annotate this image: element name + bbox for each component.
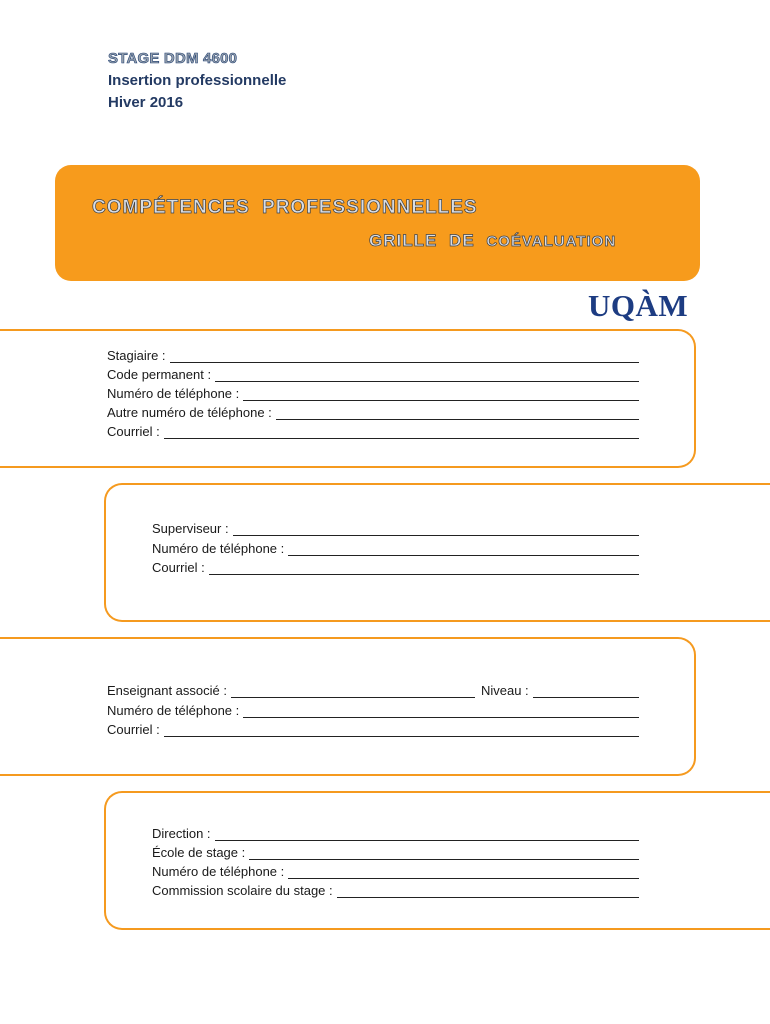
- stagiaire-phone-label: Numéro de téléphone :: [107, 386, 240, 401]
- enseignant-email-line[interactable]: [164, 724, 639, 737]
- course-term: Hiver 2016: [108, 94, 184, 111]
- code-permanent-field[interactable]: [107, 365, 639, 382]
- ecole-field[interactable]: [152, 843, 639, 860]
- code-permanent-line[interactable]: [215, 369, 639, 382]
- enseignant-phone-label: Numéro de téléphone :: [107, 703, 240, 718]
- ecole-phone-label: Numéro de téléphone :: [152, 864, 285, 879]
- banner-subtitle: [369, 231, 616, 251]
- superviseur-phone-line[interactable]: [288, 543, 639, 556]
- stagiaire-email-field[interactable]: [107, 422, 639, 439]
- direction-label: Direction :: [152, 826, 211, 841]
- superviseur-email-label: Courriel :: [152, 560, 205, 575]
- superviseur-label: Superviseur :: [152, 521, 229, 536]
- banner-subtitle-prefix: GRILLE DE: [369, 231, 487, 250]
- stagiaire-phone2-label: Autre numéro de téléphone :: [107, 405, 272, 420]
- commission-line[interactable]: [337, 885, 639, 898]
- ecole-label: École de stage :: [152, 845, 246, 860]
- enseignant-phone-line[interactable]: [243, 705, 639, 718]
- stagiaire-phone-line[interactable]: [243, 388, 639, 401]
- stagiaire-phone2-field[interactable]: [107, 403, 639, 420]
- course-subject: Insertion professionnelle: [108, 72, 287, 89]
- ecole-phone-line[interactable]: [288, 866, 639, 879]
- commission-label: Commission scolaire du stage :: [152, 883, 333, 898]
- ecole-section: [104, 791, 770, 930]
- niveau-line[interactable]: [533, 685, 639, 698]
- document-header: [108, 48, 286, 114]
- stagiaire-line[interactable]: [170, 350, 639, 363]
- uqam-logo: UQÀM: [588, 288, 689, 323]
- code-permanent-label: Code permanent :: [107, 367, 212, 382]
- ecole-line[interactable]: [249, 847, 639, 860]
- superviseur-field[interactable]: [152, 519, 639, 536]
- stagiaire-phone-field[interactable]: [107, 384, 639, 401]
- stagiaire-email-line[interactable]: [164, 426, 639, 439]
- course-code: STAGE DDM 4600: [108, 50, 238, 67]
- superviseur-line[interactable]: [233, 523, 639, 536]
- stagiaire-field[interactable]: [107, 346, 639, 363]
- enseignant-phone-field[interactable]: [107, 701, 639, 718]
- enseignant-email-field[interactable]: [107, 720, 639, 737]
- superviseur-email-line[interactable]: [209, 562, 639, 575]
- direction-line[interactable]: [215, 828, 639, 841]
- superviseur-phone-field[interactable]: [152, 539, 639, 556]
- banner-subtitle-small: COÉVALUATION: [486, 233, 617, 250]
- banner-title: COMPÉTENCES PROFESSIONNELLES: [92, 197, 478, 218]
- title-banner: [55, 165, 700, 281]
- superviseur-email-field[interactable]: [152, 558, 639, 575]
- ecole-phone-field[interactable]: [152, 862, 639, 879]
- stagiaire-label: Stagiaire :: [107, 348, 166, 363]
- stagiaire-phone2-line[interactable]: [276, 407, 639, 420]
- enseignant-email-label: Courriel :: [107, 722, 160, 737]
- niveau-label: Niveau :: [480, 683, 529, 698]
- enseignant-field[interactable]: [107, 681, 639, 698]
- direction-field[interactable]: [152, 824, 639, 841]
- enseignant-line[interactable]: [231, 685, 475, 698]
- superviseur-phone-label: Numéro de téléphone :: [152, 541, 285, 556]
- stagiaire-email-label: Courriel :: [107, 424, 160, 439]
- commission-field[interactable]: [152, 881, 639, 898]
- enseignant-label: Enseignant associé :: [107, 683, 227, 698]
